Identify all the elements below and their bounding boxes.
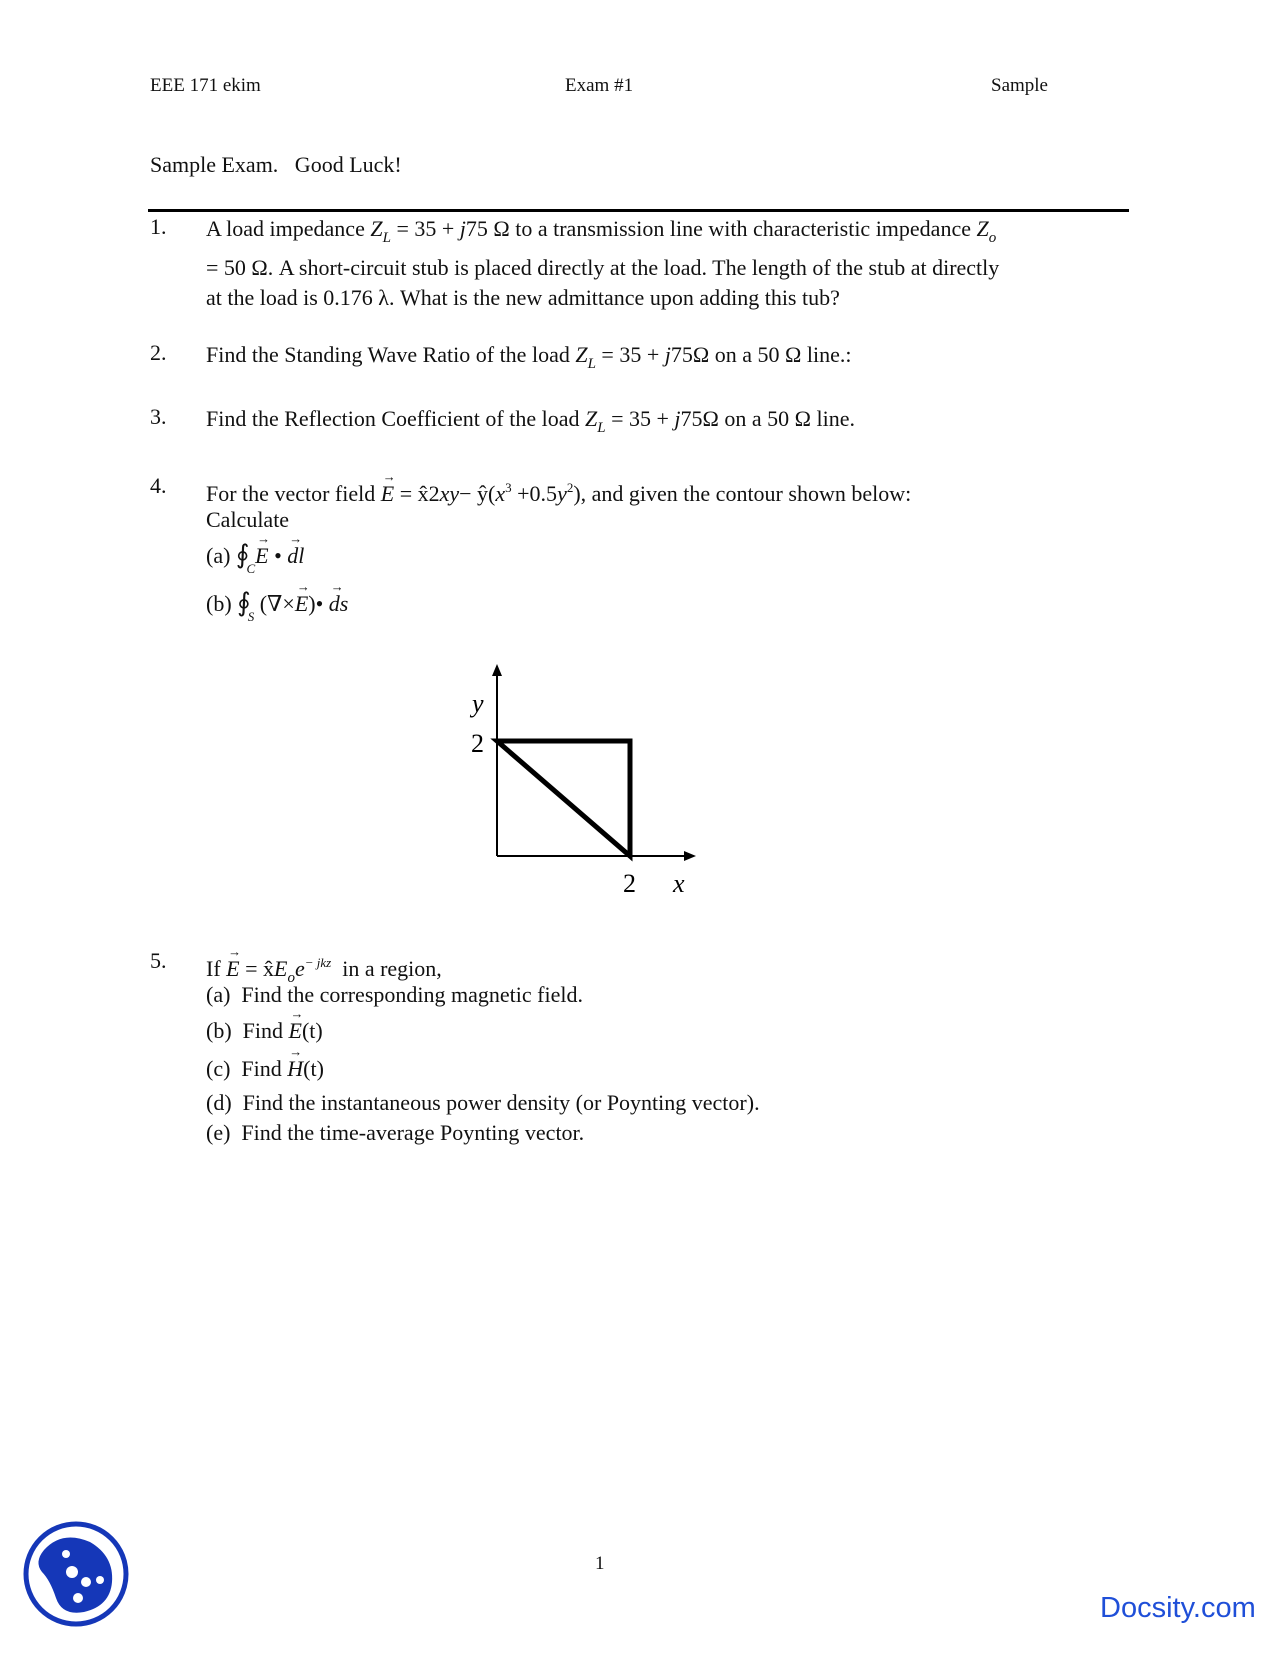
y-tick-label: 2 <box>471 729 484 758</box>
x-axis-arrow <box>684 851 696 861</box>
x-tick-label: 2 <box>623 869 636 898</box>
header-sample: Sample <box>991 75 1048 96</box>
q5-part-e: (e) Find the time-average Poynting vector. <box>206 1120 585 1145</box>
docsity-logo-icon <box>22 1520 130 1628</box>
q4-calculate: Calculate <box>206 507 290 532</box>
question-3: Find the Reflection Coefficient of the load $Z_L = 35 + j75\Omega$ on a 50 Ω line. <box>206 406 855 436</box>
docsity-brand[interactable]: Docsity.com <box>1100 1592 1256 1624</box>
q4-part-b: (b) $∮_S$ (∇×→ E)• → ds <box>206 588 348 622</box>
question-5: $If \to E = x̂E_oe^{- jkz}$ in a region, <box>206 948 442 993</box>
q5-part-b: (b) Find → E(t) <box>206 1016 323 1046</box>
header-course: EEE 171 ekim <box>150 75 261 96</box>
q5-part-a: (a) Find the corresponding magnetic field. <box>206 982 583 1007</box>
contour-graph <box>440 660 710 900</box>
y-axis-label: y <box>472 689 484 718</box>
q5-part-d: (d) Find the instantaneous power density (or Poynting vector). <box>206 1090 760 1115</box>
header-exam: Exam #1 <box>565 75 634 96</box>
divider <box>148 209 1129 212</box>
q5-number: 5. <box>150 948 167 973</box>
question-4: For the vector field → E = x̂2xy− $ŷ(x^3 +0.5y^2)$, and given the contour shown below: <box>206 473 911 509</box>
y-axis-arrow <box>492 664 502 676</box>
q2-number: 2. <box>150 340 167 365</box>
q1-number: 1. <box>150 214 167 239</box>
q4-number: 4. <box>150 473 167 498</box>
q3-number: 3. <box>150 404 167 429</box>
q5-part-c: (c) Find → H(t) <box>206 1054 324 1084</box>
q4-part-a: (a) $∮_C\to E$ • → dl <box>206 540 304 574</box>
intro-text: Sample Exam. Good Luck! <box>150 152 402 177</box>
question-2: Find the Standing Wave Ratio of the load $Z_L = 35 + j75\Omega$ on a 50 Ω line.: <box>206 342 852 372</box>
page-number: 1 <box>595 1553 605 1574</box>
x-axis-label: x <box>673 869 685 898</box>
triangle-contour <box>497 741 630 856</box>
question-1: A load impedance $Z_L = 35 + j75$ Ω to a transmission line with characteristic impedance $Z_o$ = 50 Ω. A short-circuit stub is placed directly at the load. The length of the stub at directly at the load is 0.176 λ. What is the new admittance upon adding this tub? <box>206 216 1000 310</box>
